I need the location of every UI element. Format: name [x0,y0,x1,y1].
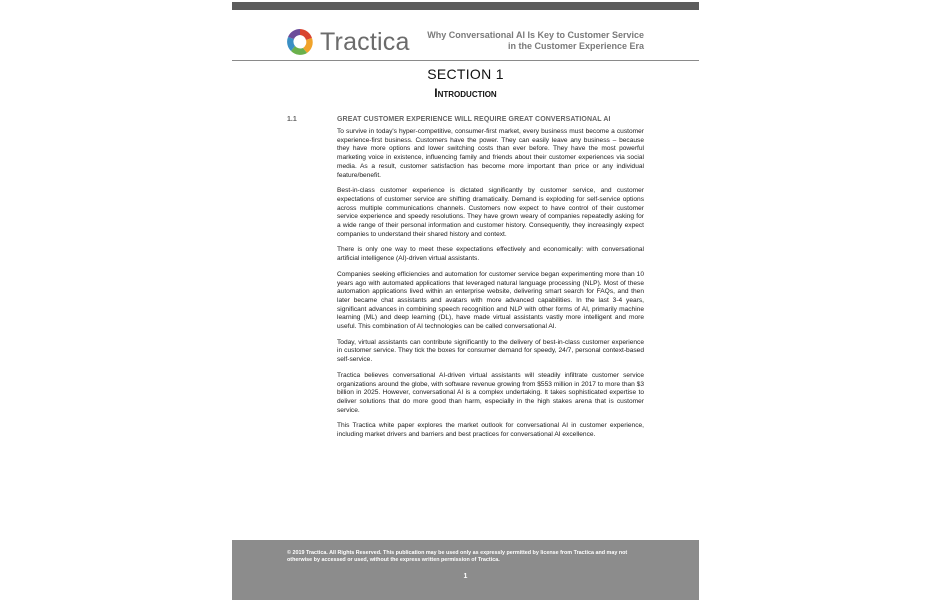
section-subtitle: Introduction [434,86,497,100]
logo-text: Tractica [320,27,410,56]
subsection-heading: GREAT CUSTOMER EXPERIENCE WILL REQUIRE GREAT CONVERSATIONAL AI [337,116,611,123]
paragraph: This Tractica white paper explores the market outlook for conversational AI in customer experience, including market drivers and barriers and best practices for conversational AI excellence. [337,422,644,439]
tractica-logo [285,26,410,58]
paragraph: To survive in today's hyper-competitive, consumer-first market, every business must become a customer experience-first business. Customers have the power. They can easily leave any business – because they have more options and lower switching costs than ever before. They have the most powerful marketing voice in existence, influencing family and friends about their customer experiences via social media. As a result, customer satisfaction has become more important than price or any individual feature/benefit. [337,128,644,179]
document-page [232,2,699,600]
paragraph: Today, virtual assistants can contribute significantly to the delivery of best-in-class customer experience in customer service. They tick the boxes for consumer demand for speedy, 24/7, personal context-based self-service. [337,338,644,364]
body-text [337,128,644,447]
tractica-logo-icon [285,27,315,57]
copyright-notice: © 2019 Tractica. All Rights Reserved. This publication may be used only as expressly permitted by license from Tractica and may not otherwise by accessed or used, without the express written permission of Tractica. [287,550,628,563]
top-bar [232,2,699,10]
section-title: SECTION 1 [427,66,504,82]
document-title [424,30,644,52]
page-header [232,10,699,60]
document-title-line-2: in the Customer Experience Era [507,41,644,51]
page-number: 1 [463,573,468,580]
paragraph: Tractica believes conversational AI-driven virtual assistants will steadily infiltrate customer service organizations around the globe, with software revenue growing from $553 million in 2017 to more than $3 billion in 2025. However, conversational AI is a complex undertaking. It takes sophisticated expertise to deliver solutions that do more good than harm, especially in the high stakes arena that is customer service. [337,371,644,414]
paragraph: Best-in-class customer experience is dictated significantly by customer service, and customer expectations of customer service are shifting dramatically. Demand is exploding for self-service options across multiple communications channels. Customers now expect to have control of their customer service experience and speedy resolutions. They have grown weary of companies repeatedly asking for a wide range of their personal information and customer history. Consequently, they increasingly expect companies to understand their shared history and context. [337,187,644,238]
paragraph: There is only one way to meet these expectations effectively and economically: with conversational artificial intelligence (AI)-driven virtual assistants. [337,246,644,263]
subsection-number: 1.1 [287,116,297,123]
paragraph: Companies seeking efficiencies and automation for customer service began experimenting more than 10 years ago with automated applications that leveraged natural language processing (NLP). Most of these automation applications lived within an enterprise website, delivering smart search for FAQs, and then later became chat assistants and avatars with more advanced capabilities. In the last 3-4 years, significant advances in combining speech recognition and NLP with other forms of AI, primarily machine learning (ML) and deep learning (DL), have made virtual assistants vastly more intelligent and more useful. This combination of AI technologies can be called conversational AI. [337,270,644,331]
header-divider [232,60,699,61]
document-title-line-1: Why Conversational AI Is Key to Customer Service [427,30,644,40]
page-footer [232,540,699,600]
